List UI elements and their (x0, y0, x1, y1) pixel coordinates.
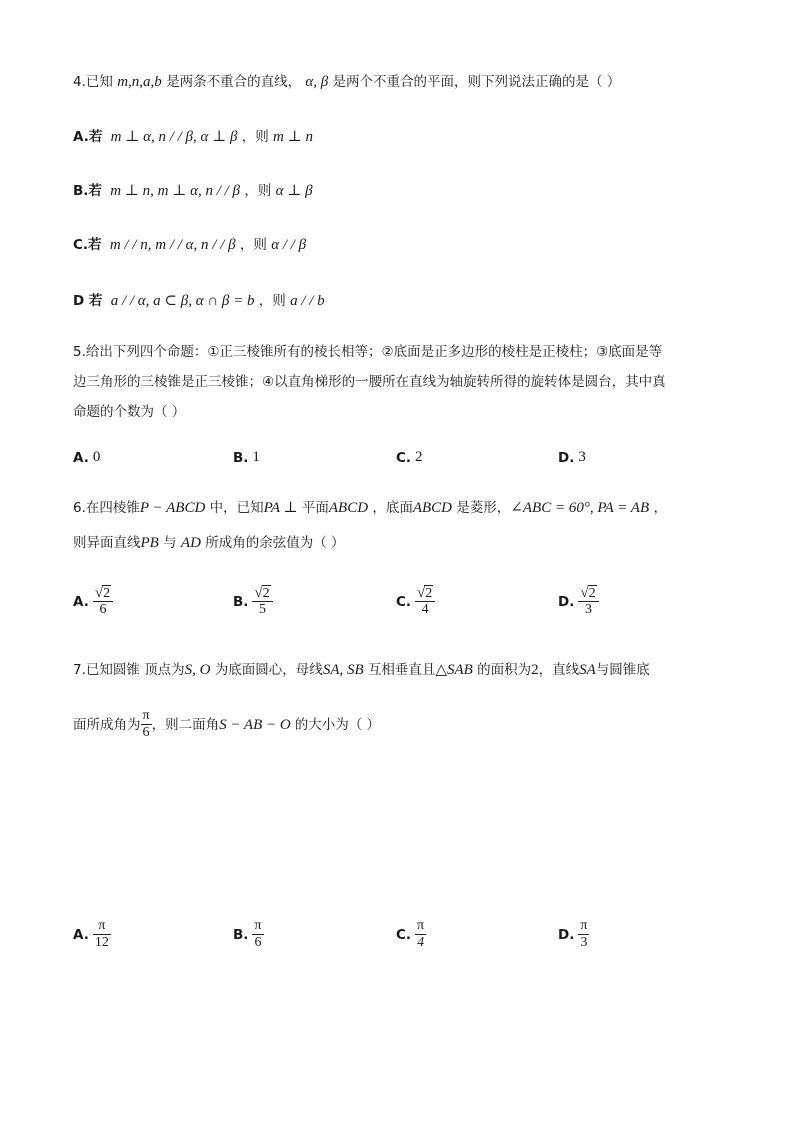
option-text: ，则 (258, 293, 286, 309)
numerator: π (254, 918, 262, 933)
q7-text: ，则二面角 (151, 716, 220, 733)
q4-stem-text: 4.已知 (73, 74, 113, 90)
option-label: C.若 (73, 237, 102, 253)
option-math: α ⊥ β (275, 183, 313, 199)
option-text: ，则 (241, 129, 269, 145)
option-label: A. (73, 449, 89, 466)
q4-math: α, β (305, 74, 329, 90)
radicand: 2 (588, 586, 596, 601)
option-label: A. (73, 926, 89, 943)
option-math: m ⊥ α, n / / β, α ⊥ β (110, 129, 238, 145)
q7-text: 互相垂直且 (367, 662, 436, 678)
fraction (93, 918, 111, 951)
q6-text: 则异面直线 (73, 535, 141, 551)
q6-text: 平面 (301, 500, 329, 516)
fraction (93, 585, 113, 618)
fraction (415, 585, 435, 618)
q4-option-b[interactable] (73, 181, 313, 201)
option-value: 1 (252, 449, 260, 465)
numerator: π (580, 918, 588, 933)
numerator: π (417, 918, 425, 933)
q6-text: 是菱形， (456, 500, 511, 516)
q5-stem-line2: 边三角形的三棱锥是正三棱锥；④以直角梯形的一腰所在直线为轴旋转所得的旋转体是圆台，其中真 (73, 374, 666, 390)
q6-option-c[interactable] (396, 585, 435, 618)
option-math: m ⊥ n (273, 129, 313, 145)
q6-option-d[interactable] (558, 585, 599, 618)
option-label: B.若 (73, 183, 102, 199)
q6-option-b[interactable] (233, 585, 273, 618)
fraction (578, 585, 598, 618)
option-value: 3 (578, 449, 586, 465)
q7-text: 与圆锥底 (595, 662, 650, 678)
denominator: 3 (584, 602, 592, 617)
q7-text: ，直线 (538, 662, 580, 678)
numerator: π (98, 918, 106, 933)
q4-stem-text: 是两个不重合的平面，则下列说法正确的是（ ） (332, 74, 621, 90)
denominator: 4 (421, 602, 429, 617)
fraction (252, 918, 263, 951)
sqrt: √ 2 (254, 585, 270, 601)
q4-option-d[interactable] (73, 291, 325, 311)
q4-option-a[interactable] (73, 127, 313, 147)
q4-option-c[interactable] (73, 235, 306, 255)
q7-option-a[interactable] (73, 918, 111, 951)
q7-text: 的面积为 (477, 662, 532, 678)
option-value: 2 (415, 449, 423, 465)
q6-text: 与 (163, 535, 177, 551)
denominator: 4 (417, 935, 425, 950)
option-text: ，则 (239, 237, 267, 253)
option-math: a / / α, a ⊂ β, α ∩ β = b (110, 293, 255, 309)
option-label: C. (396, 593, 412, 610)
q6-math: AD (180, 535, 201, 551)
fraction (578, 918, 589, 951)
radicand: 2 (262, 586, 270, 601)
option-label: C. (396, 926, 412, 943)
option-label: B. (233, 593, 249, 610)
denominator: 6 (99, 602, 107, 617)
q7-text: 面所成角为 (73, 716, 141, 733)
q7-math: SA, SB (322, 662, 364, 678)
option-math: α / / β (271, 237, 307, 253)
q6-math: P − ABCD (139, 500, 206, 516)
q6-stem-line1 (73, 498, 667, 518)
sqrt: √ 2 (580, 585, 596, 601)
denominator: 3 (580, 935, 588, 950)
q5-option-b[interactable] (233, 449, 260, 466)
option-label: D. (558, 449, 575, 466)
radicand: 2 (425, 586, 433, 601)
q7-stem-line1 (73, 660, 650, 680)
q4-stem-text: 是两条不重合的直线， (166, 74, 302, 90)
q7-math: 2 (531, 662, 539, 678)
option-label: A.若 (73, 129, 103, 145)
fraction (415, 918, 426, 951)
q7-text: 为底面圆心，母线 (214, 662, 323, 678)
sqrt: √ 2 (417, 585, 433, 601)
q7-option-b[interactable] (233, 918, 264, 951)
q7-option-c[interactable] (396, 918, 426, 951)
option-label: B. (233, 449, 249, 466)
q6-stem-line2 (73, 533, 345, 553)
option-label: C. (396, 449, 412, 466)
option-label: D. (558, 593, 575, 610)
denominator: 5 (259, 602, 267, 617)
q6-math: PB (140, 535, 159, 551)
q7-math: S − AB − O (219, 716, 291, 733)
denominator: 6 (254, 935, 262, 950)
q6-text: 中，已知 (209, 500, 264, 516)
denominator: 6 (142, 725, 150, 740)
option-label: B. (233, 926, 249, 943)
option-math: m / / n, m / / α, n / / β (109, 237, 236, 253)
q6-math: ABCD (328, 500, 369, 516)
numerator: π (142, 708, 150, 723)
q7-text: 的大小为（ ） (294, 716, 381, 733)
option-math: a / / b (290, 293, 325, 309)
q5-option-c[interactable] (396, 449, 423, 466)
sqrt: √ 2 (94, 585, 111, 601)
q7-math: S, O (184, 662, 211, 678)
q6-math: ABCD (412, 500, 453, 516)
q4-stem (73, 72, 620, 92)
q6-text: 所成角的余弦值为（ ） (205, 535, 345, 551)
q5-option-d[interactable] (558, 449, 586, 466)
fraction (141, 708, 152, 741)
option-label: D. (558, 926, 575, 943)
q6-text: ， (653, 500, 667, 516)
radicand: 2 (103, 586, 111, 601)
option-math: m ⊥ n, m ⊥ α, n / / β (110, 183, 241, 199)
q5-stem-line1: 5.给出下列四个命题：①正三棱锥所有的棱长相等；②底面是正多边形的棱柱是正棱柱；③底面是等 (73, 344, 663, 360)
q7-math: SA (579, 662, 596, 678)
fraction (252, 585, 272, 618)
q4-math: m,n,a,b (117, 74, 162, 90)
q6-math: ∠ABC = 60°, PA = AB (510, 500, 650, 516)
q5-option-a[interactable] (73, 449, 100, 466)
option-text: ，则 (244, 183, 272, 199)
q6-math: PA ⊥ (263, 500, 298, 516)
q7-math: △SAB (435, 662, 473, 678)
option-label: D 若 (73, 293, 103, 309)
option-label: A. (73, 593, 89, 610)
q6-option-a[interactable] (73, 585, 113, 618)
option-value: 0 (92, 449, 101, 465)
q7-stem-line2 (73, 708, 380, 741)
q5-stem-line3: 命题的个数为（ ） (73, 404, 186, 420)
q7-option-d[interactable] (558, 918, 589, 951)
q6-text: 6.在四棱锥 (73, 500, 140, 516)
denominator: 12 (94, 935, 109, 950)
q7-text: 7.已知圆锥 顶点为 (73, 662, 185, 678)
q6-text: ，底面 (372, 500, 413, 516)
